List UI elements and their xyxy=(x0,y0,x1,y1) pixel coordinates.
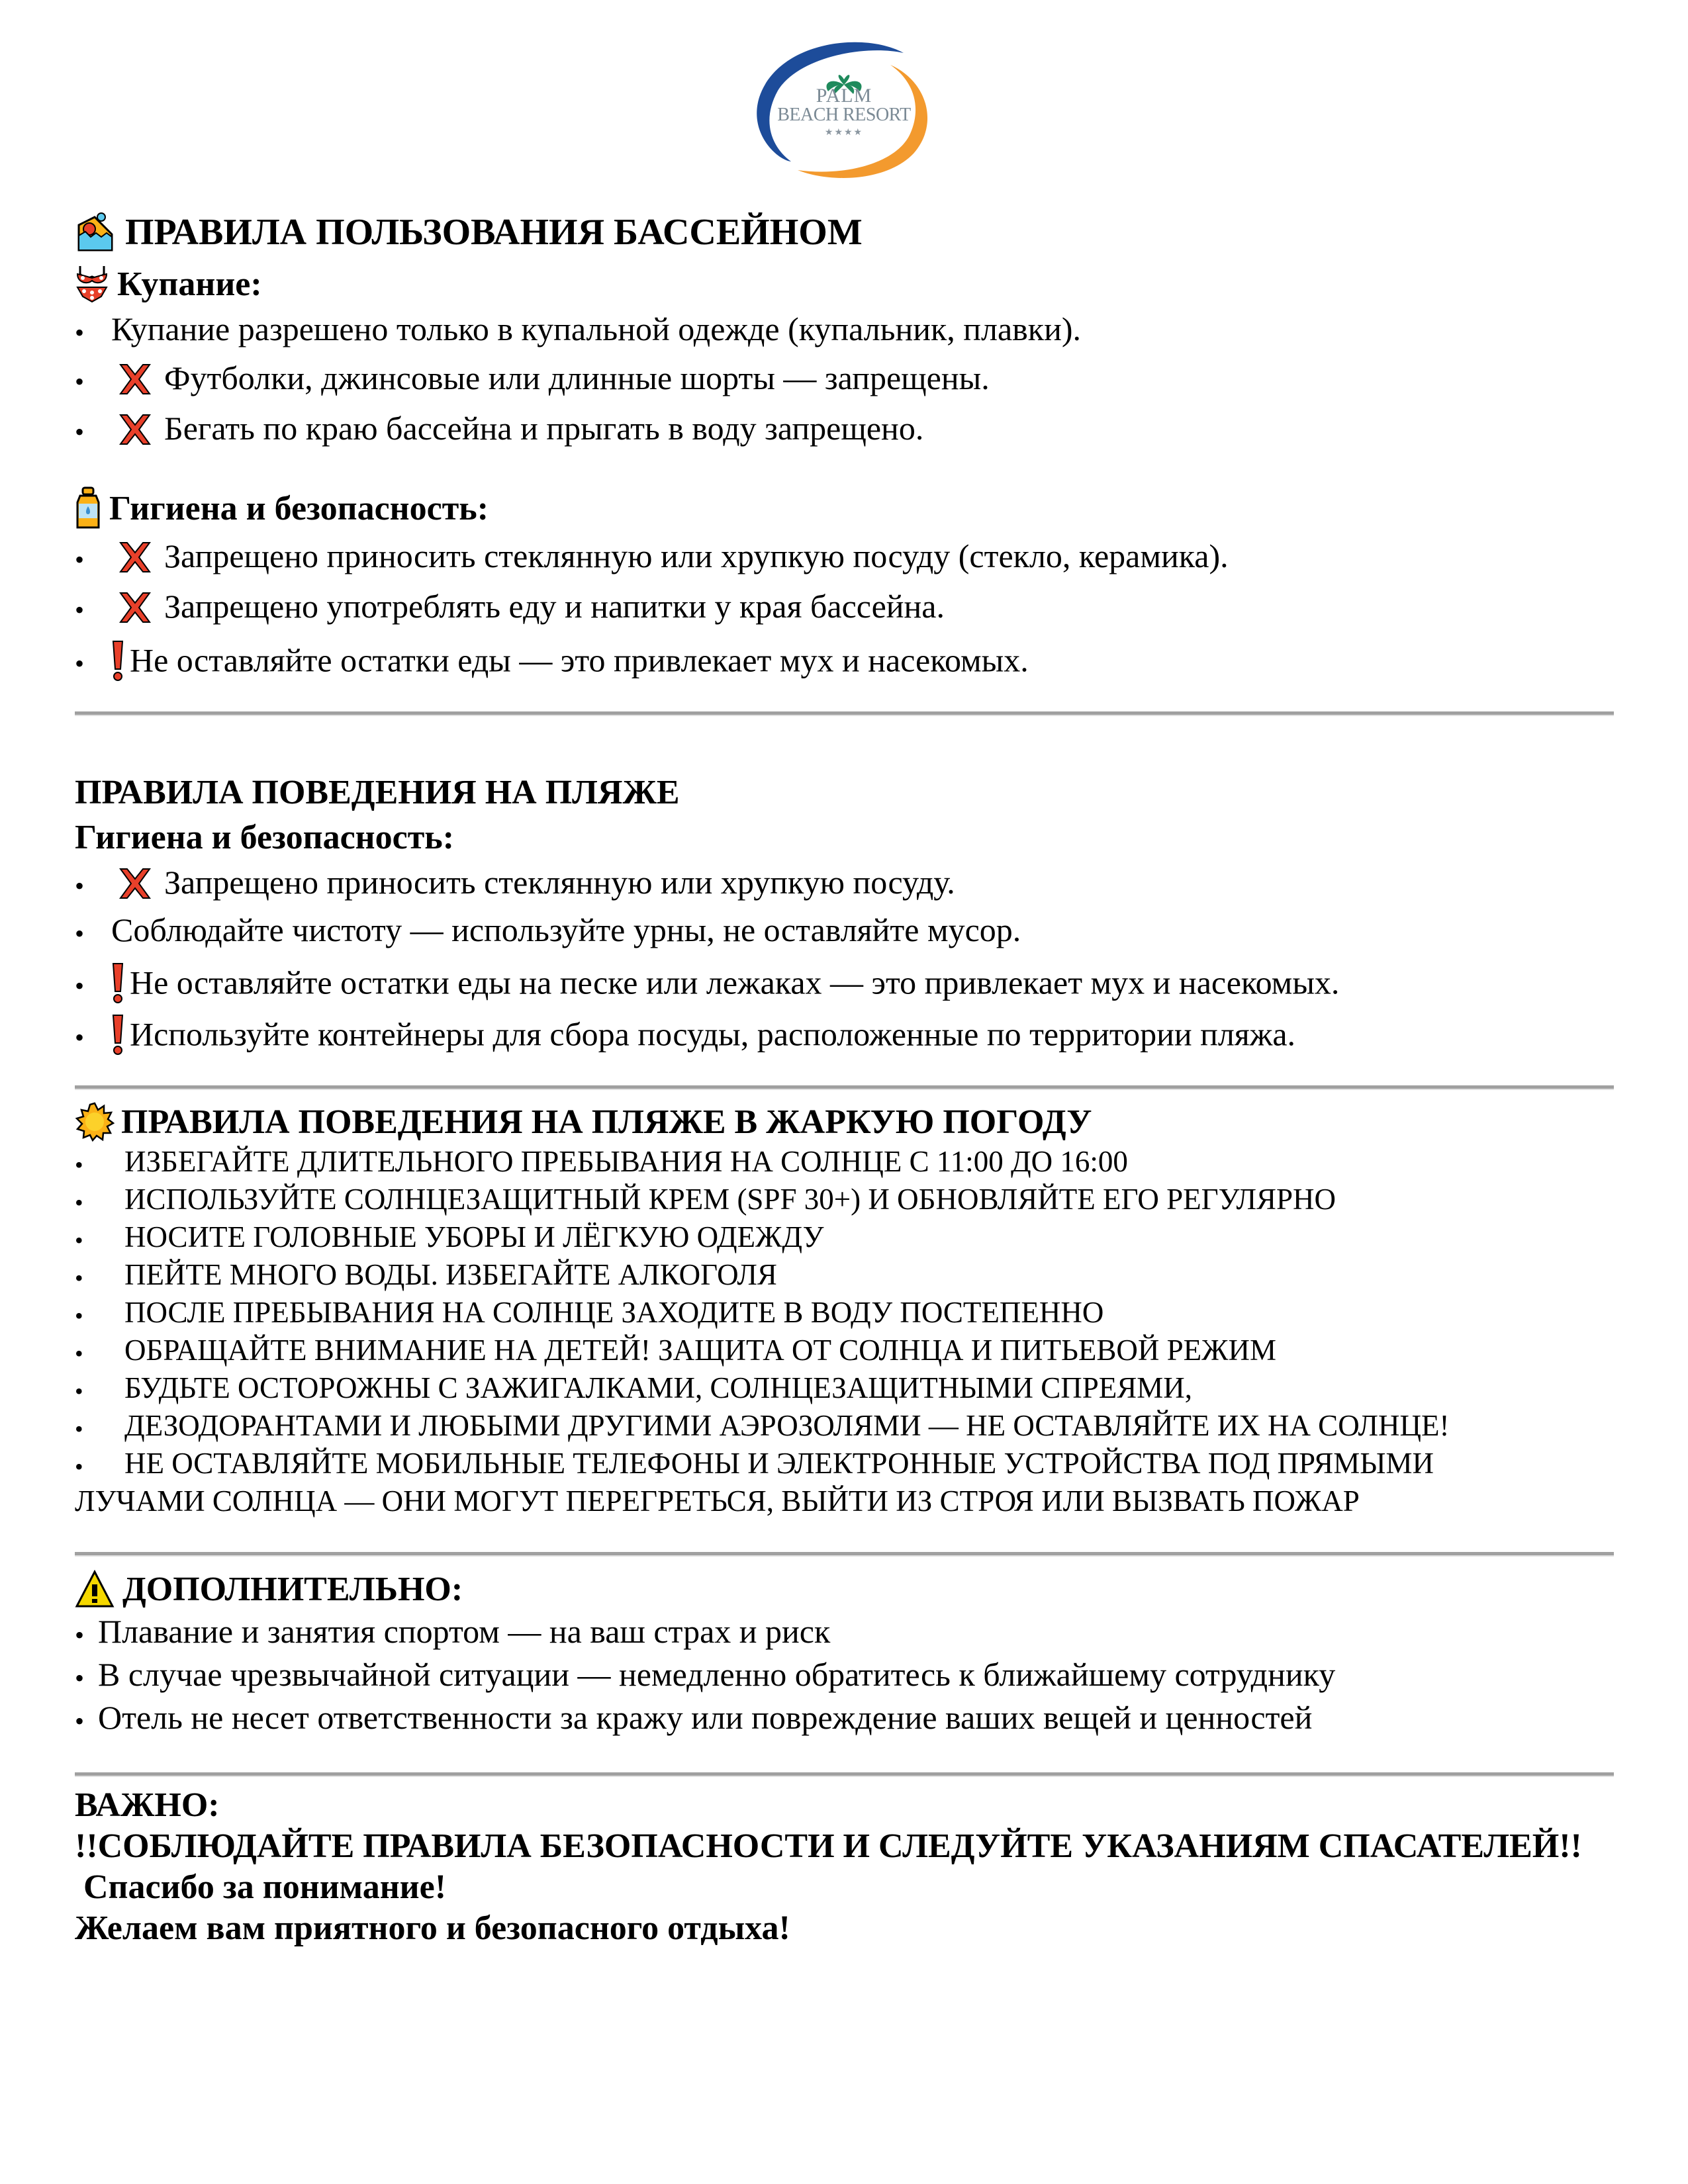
list-item xyxy=(75,412,923,451)
list-item-text: Не оставляйте остатки еды — это привлекает мух и насекомых. xyxy=(130,641,1029,679)
list-item-text: Отель не несет ответственности за кражу или повреждение ваших вещей и ценностей xyxy=(98,1699,1313,1736)
pool-hygiene-heading xyxy=(75,486,489,537)
hot-weather-title xyxy=(75,1102,1092,1148)
list-item-text: В случае чрезвычайной ситуации — немедленно обратитесь к ближайшему сотруднику xyxy=(98,1656,1336,1693)
list-item xyxy=(75,1701,1312,1735)
pool-hygiene-heading-text: Гигиена и безопасность: xyxy=(109,489,489,527)
bullet: • xyxy=(75,1189,83,1216)
list-item-text: ПОСЛЕ ПРЕБЫВАНИЯ НА СОЛНЦЕ ЗАХОДИТЕ В ВОДУ ПОСТЕПЕННО xyxy=(124,1296,1104,1329)
bullet: • xyxy=(75,1415,83,1442)
lotion-bottle-icon xyxy=(75,486,101,537)
list-item-text: ИСПОЛЬЗУЙТЕ СОЛНЦЕЗАЩИТНЫЙ КРЕМ (SPF 30+) И ОБНОВЛЯЙТЕ ЕГО РЕГУЛЯРНО xyxy=(124,1183,1336,1216)
exclamation-icon xyxy=(111,962,124,1010)
exclamation-icon xyxy=(111,640,124,688)
bullet: • xyxy=(75,918,85,948)
list-item-text: ОБРАЩАЙТЕ ВНИМАНИЕ НА ДЕТЕЙ! ЗАЩИТА ОТ СОЛНЦА И ПИТЬЕВОЙ РЕЖИМ xyxy=(124,1334,1276,1367)
bullet: • xyxy=(75,1302,83,1329)
list-item-text: НЕ ОСТАВЛЯЙТЕ МОБИЛЬНЫЕ ТЕЛЕФОНЫ И ЭЛЕКТРОННЫЕ УСТРОЙСТВА ПОД ПРЯМЫМИ xyxy=(124,1447,1434,1480)
list-item-text: Футболки, джинсовые или длинные шорты — запрещены. xyxy=(164,359,990,396)
list-item-continuation: ЛУЧАМИ СОЛНЦА — ОНИ МОГУТ ПЕРЕГРЕТЬСЯ, ВЫЙТИ ИЗ СТРОЯ ИЛИ ВЫЗВАТЬ ПОЖАР xyxy=(75,1484,1360,1518)
additional-title-text: ДОПОЛНИТЕЛЬНО: xyxy=(122,1570,463,1608)
section-divider xyxy=(75,1772,1614,1777)
bullet: • xyxy=(75,544,85,574)
bullet: • xyxy=(75,1023,85,1052)
list-item-text: ДЕЗОДОРАНТАМИ И ЛЮБЫМИ ДРУГИМИ АЭРОЗОЛЯМИ — НЕ ОСТАВЛЯЙТЕ ИХ НА СОЛНЦЕ! xyxy=(124,1409,1450,1442)
list-item xyxy=(75,1411,1449,1441)
list-item xyxy=(75,1222,823,1252)
list-item xyxy=(75,1336,1276,1365)
list-item-text: Запрещено приносить стеклянную или хрупкую посуду. xyxy=(164,864,955,901)
list-item xyxy=(75,312,1081,346)
bullet: • xyxy=(75,317,85,347)
list-item-text: НОСИТЕ ГОЛОВНЫЕ УБОРЫ И ЛЁГКУЮ ОДЕЖДУ xyxy=(124,1220,824,1253)
bullet: • xyxy=(75,1706,85,1736)
exclamation-icon xyxy=(111,1014,124,1062)
list-item xyxy=(75,1147,1128,1177)
list-item-text: Купание разрешено только в купальной одежде (купальник, плавки). xyxy=(111,310,1081,347)
section-divider xyxy=(75,1552,1614,1557)
list-item-text: ПЕЙТЕ МНОГО ВОДЫ. ИЗБЕГАЙТЕ АЛКОГОЛЯ xyxy=(124,1258,777,1291)
list-item xyxy=(75,1298,1103,1328)
list-item-text: Запрещено употреблять еду и напитки у края бассейна. xyxy=(164,588,945,625)
list-item xyxy=(75,1185,1336,1214)
bullet: • xyxy=(75,366,85,396)
list-item xyxy=(75,590,945,629)
bathing-heading-text: Купание: xyxy=(117,265,262,303)
important-warning: !!СОБЛЮДАЙТЕ ПРАВИЛА БЕЗОПАСНОСТИ И СЛЕДУЙТЕ УКАЗАНИЯМ СПАСАТЕЛЕЙ!! xyxy=(75,1827,1582,1865)
cross-mark-icon xyxy=(117,591,154,629)
list-item xyxy=(75,913,1021,947)
bullet: • xyxy=(75,971,85,1001)
list-item-text: Запрещено приносить стеклянную или хрупкую посуду (стекло, керамика). xyxy=(164,537,1229,574)
list-item xyxy=(75,361,990,401)
list-item-text: Соблюдайте чистоту — используйте урны, не оставляйте мусор. xyxy=(111,911,1021,948)
swimmer-icon xyxy=(75,212,116,259)
bathing-heading xyxy=(75,263,262,311)
hot-weather-title-text: ПРАВИЛА ПОВЕДЕНИЯ НА ПЛЯЖЕ В ЖАРКУЮ ПОГОДУ xyxy=(121,1103,1092,1141)
list-item xyxy=(75,1658,1335,1692)
list-item-text: Плавание и занятия спортом — на ваш страх и риск xyxy=(98,1613,831,1650)
list-item-text: ИЗБЕГАЙТЕ ДЛИТЕЛЬНОГО ПРЕБЫВАНИЯ НА СОЛНЦЕ С 11:00 ДО 16:00 xyxy=(124,1145,1128,1178)
bullet: • xyxy=(75,649,85,678)
bullet: • xyxy=(75,1340,83,1367)
bullet: • xyxy=(75,1264,83,1291)
list-item-text: Бегать по краю бассейна и прыгать в воду запрещено. xyxy=(164,410,924,447)
cross-mark-icon xyxy=(117,541,154,579)
bullet: • xyxy=(75,1662,85,1693)
cross-mark-icon xyxy=(117,413,154,451)
logo-stars: ★★★★ xyxy=(824,128,864,138)
bullet: • xyxy=(75,1226,83,1253)
section-divider xyxy=(75,711,1614,716)
logo-text-palm: PALM xyxy=(816,85,872,107)
list-item xyxy=(75,1373,1192,1403)
bullet: • xyxy=(75,594,85,625)
section-divider xyxy=(75,1085,1614,1090)
list-item xyxy=(75,539,1229,579)
thanks-text: Спасибо за понимание! xyxy=(75,1868,447,1906)
list-item xyxy=(75,962,1339,1010)
cross-mark-icon xyxy=(117,363,154,401)
pool-rules-title-text: ПРАВИЛА ПОЛЬЗОВАНИЯ БАССЕЙНОМ xyxy=(125,211,863,253)
warning-icon xyxy=(75,1570,115,1615)
list-item-text: Используйте контейнеры для сбора посуды, расположенные по территории пляжа. xyxy=(130,1015,1296,1053)
list-item xyxy=(75,1014,1295,1062)
bullet: • xyxy=(75,1151,83,1178)
resort-logo xyxy=(751,34,937,181)
bullet: • xyxy=(75,416,85,447)
bullet: • xyxy=(75,1453,83,1480)
logo-text-beach-resort: BEACH RESORT xyxy=(777,105,911,125)
sun-icon xyxy=(75,1102,115,1148)
list-item xyxy=(75,1449,1434,1479)
bullet: • xyxy=(75,1377,83,1404)
important-heading: ВАЖНО: xyxy=(75,1786,220,1824)
beach-hygiene-heading: Гигиена и безопасность: xyxy=(75,819,455,856)
pool-rules-title xyxy=(75,212,863,259)
cross-mark-icon xyxy=(117,867,154,905)
list-item xyxy=(75,640,1029,688)
list-item xyxy=(75,866,955,905)
bullet: • xyxy=(75,870,85,901)
bikini-icon xyxy=(75,263,109,311)
beach-rules-title: ПРАВИЛА ПОВЕДЕНИЯ НА ПЛЯЖЕ xyxy=(75,774,680,811)
additional-title xyxy=(75,1570,463,1615)
list-item-text: Не оставляйте остатки еды на песке или лежаках — это привлекает мух и насекомых. xyxy=(130,964,1340,1001)
list-item xyxy=(75,1615,830,1649)
wish-text: Желаем вам приятного и безопасного отдыха! xyxy=(75,1909,790,1947)
bullet: • xyxy=(75,1619,85,1650)
list-item xyxy=(75,1260,777,1290)
list-item-text: БУДЬТЕ ОСТОРОЖНЫ С ЗАЖИГАЛКАМИ, СОЛНЦЕЗАЩИТНЫМИ СПРЕЯМИ, xyxy=(124,1371,1192,1404)
